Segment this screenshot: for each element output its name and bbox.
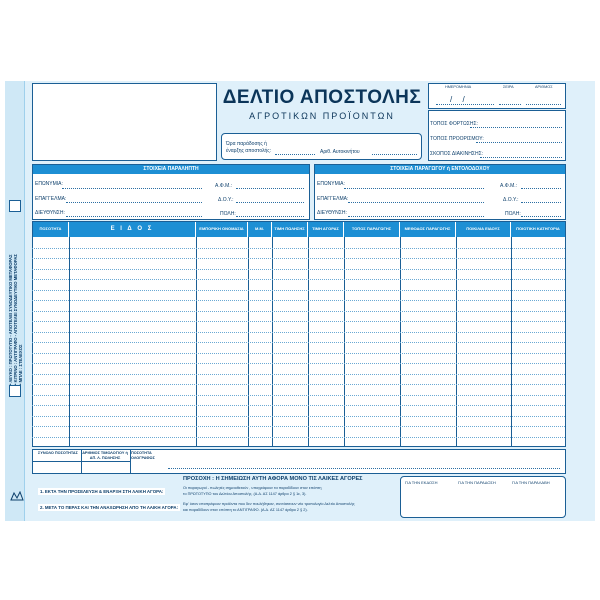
date-slashes: / / (450, 95, 469, 104)
instruction-step-1: 1. ΕΚΤΑ ΤΗΝ ΠΡΟΣΕΛΕΥΣΗ & ΕΝΑΡΞΗ ΣΤΗ ΛΑΙΚΗ ΑΓΟΡΑ: (40, 489, 164, 494)
dispatch-time-label: Ώρα παράδοσης ή (226, 141, 267, 147)
producer-address-label: ΔΙΕΥΘΥΝΣΗ: (317, 210, 347, 216)
totals-divider (130, 449, 131, 474)
number-line (526, 104, 561, 105)
qty-words-label: ΠΟΣΟΤΗΤΑ ΟΛΟΓΡΑΦΩΣ (131, 451, 155, 460)
instruction-text-1b: το ΠΡΩΤΟΤΥΠΟ του Δελτίου Αποστολής. (Α.Δ. ΑΣ 1147 άρθρο 2 § 1ε, 3). (183, 492, 307, 496)
col-production-method: ΜΕΘΟΔΟΣ ΠΑΡΑΓΩΓΗΣ (400, 222, 456, 237)
date-line (436, 104, 494, 105)
document-subtitle: ΑΓΡΟΤΙΚΩΝ ΠΡΟΪΟΝΤΩΝ (249, 111, 395, 121)
producer-city-label: ΠΟΛΗ: (505, 211, 521, 217)
date-label: ΗΜΕΡΟΜΗΝΙΑ (445, 85, 472, 89)
items-table (32, 221, 566, 447)
purpose-label: ΣΚΟΠΟΣ ΔΙΑΚΙΝΗΣΗΣ: (430, 151, 484, 157)
col-production-place: ΤΟΠΟΣ ΠΑΡΑΓΩΓΗΣ (344, 222, 400, 237)
instruction-text-2b: και παραδίδουν στον επόπτη το ΑΝΤΙΓΡΑΦΟ. (Α.Δ. ΑΣ 1147 άρθρο 2 § 2). (183, 508, 308, 512)
side-checkbox (9, 200, 21, 212)
copy-legend: • ΛΕΥΚΟ : ΠΡΩΤΟΤΥΠΟ - ΑΠΟΤΕΛΕΙ ΣΥΝΟΔΕΥΤΙΚΟ ΜΕΤΑΦΟΡΑΣ • ΚΙΤΡΙΝΟ : ΑΝΤΙΓΡΑΦΟ - ΑΠΟΤΕΛΕΙ ΣΥΝΟΔΕΥΤΙΚΟ ΜΕΤΑΦΟΡΑΣ • ΜΠΛΕ : ΣΤΕΛΕΧΟΣ (8, 254, 23, 385)
signature-issuer-label: ΓΙΑ ΤΗΝ ΕΚΔΟΣΗ (405, 480, 438, 485)
table-row (32, 311, 565, 312)
producer-header: ΣΤΟΙΧΕΙΑ ΠΑΡΑΓΩΓΟΥ ή ΕΝΤΟΛΟΔΟΧΟΥ (315, 165, 565, 174)
producer-profession-label: ΕΠΑΓΓΕΛΜΑ: (317, 196, 349, 202)
instruction-text-1a: Οι παραγωγοί - πωλητές σημειοθετούν , υπογράφουν τα παραδίδουν στον επόπτη (183, 486, 322, 490)
col-purchase-price: ΤΙΜΗ ΑΓΟΡΑΣ (308, 222, 344, 237)
totals-divider (81, 449, 82, 474)
loading-place-line (470, 127, 562, 128)
col-item: Ε Ι Δ Ο Σ (69, 222, 196, 237)
dispatch-start-label: έναρξης αποστολής: (226, 148, 272, 154)
table-row (32, 258, 565, 259)
logo-box (32, 83, 217, 161)
receiver-doy-label: Δ.Ο.Υ.: (218, 197, 234, 203)
producer-doy-line (521, 202, 561, 203)
receipt-number-label: ΑΡΙΘΜΟΣ ΤΙΜΟΛΟΓΙΟΥ ή ΑΠ. Λ. ΠΩΛΗΣΗΣ (82, 451, 128, 460)
table-row (32, 395, 565, 396)
receiver-city-line (236, 216, 304, 217)
receiver-doy-line (236, 202, 304, 203)
dispatch-time-line (275, 154, 315, 155)
number-label: ΑΡΙΘΜΟΣ (535, 85, 553, 89)
signature-delivery-label: ΓΙΑ ΤΗΝ ΠΑΡΑΔΟΣΗ (458, 480, 496, 485)
destination-line (476, 142, 562, 143)
instruction-text-2a: Εφ' όσον επιστρέφουν προϊόντα που δεν πουλήθηκαν, συντάσσουν νέο τροπολογίο Δελτίο Αποστολής (183, 502, 355, 506)
receiver-header: ΣΤΟΙΧΕΙΑ ΠΑΡΑΛΗΠΤΗ (33, 165, 309, 174)
table-row (32, 416, 565, 417)
table-row (32, 321, 565, 322)
receiver-address-label: ΔΙΕΥΘΥΝΣΗ: (35, 210, 65, 216)
col-trade-name: ΕΜΠΟΡΙΚΗ ΟΝΟΜΑΣΙΑ (196, 222, 248, 237)
col-variety: ΠΟΙΚΙΛΙΑ ΕΙΔΟΥΣ (456, 222, 511, 237)
receiver-afm-line (236, 188, 304, 189)
table-row (32, 426, 565, 427)
side-checkbox (9, 385, 21, 397)
qty-words-line (168, 468, 560, 469)
receiver-afm-label: Α.Φ.Μ.: (215, 183, 233, 189)
receiver-profession-label: ΕΠΑΓΓΕΛΜΑ: (35, 196, 67, 202)
col-quality: ΠΟΙΟΤΙΚΗ ΚΑΤΗΓΟΡΙΑ (511, 222, 565, 237)
receiver-profession-line (66, 202, 202, 203)
producer-profession-line (348, 202, 484, 203)
loading-place-label: ΤΟΠΟΣ ΦΟΡΤΩΣΗΣ: (430, 121, 478, 127)
signature-receiver-label: ΓΙΑ ΤΗΝ ΠΑΡΑΛΑΒΗ (512, 480, 550, 485)
table-row (32, 363, 565, 364)
table-row (32, 290, 565, 291)
table-row (32, 437, 565, 438)
purpose-line (480, 157, 562, 158)
receiver-name-line (62, 188, 202, 189)
table-row (32, 248, 565, 249)
table-row (32, 374, 565, 375)
notice-heading: ΠΡΟΣΟΧΗ : Η ΣΗΜΕΙΩΣΗ ΑΥΤΗ ΑΦΟΡΑ ΜΟΝΟ ΤΙΣ ΛΑΙΚΕΣ ΑΓΟΡΕΣ (183, 476, 363, 482)
table-row (32, 300, 565, 301)
col-quantity: ΠΟΣΟΤΗΤΑ (33, 222, 69, 237)
producer-doy-label: Δ.Ο.Υ.: (503, 197, 519, 203)
receiver-address-line (66, 216, 202, 217)
producer-address-line (348, 216, 484, 217)
vehicle-line (372, 154, 417, 155)
table-row (32, 269, 565, 270)
series-line (499, 104, 521, 105)
producer-name-label: ΕΠΩΝΥΜΙΑ: (317, 181, 345, 187)
producer-afm-line (521, 188, 561, 189)
table-row (32, 342, 565, 343)
table-row (32, 405, 565, 406)
table-row (32, 384, 565, 385)
col-unit: Μ.Μ. (248, 222, 272, 237)
series-label: ΣΕΙΡΑ (503, 85, 514, 89)
producer-afm-label: Α.Φ.Μ.: (500, 183, 518, 189)
document-title: ΔΕΛΤΙΟ ΑΠΟΣΤΟΛΗΣ (222, 87, 422, 108)
receiver-name-label: ΕΠΩΝΥΜΙΑ: (35, 181, 63, 187)
receiver-city-label: ΠΟΛΗ: (220, 211, 236, 217)
destination-label: ΤΟΠΟΣ ΠΡΟΟΡΙΣΜΟΥ: (430, 136, 484, 142)
publisher-logo-icon (10, 488, 24, 498)
instruction-step-2: 2. ΜΕΤΑ ΤΟ ΠΕΡΑΣ ΚΑΙ ΤΗΝ ΑΝΑΧΩΡΗΣΗ ΑΠΟ ΤΗ ΛΑΙΚΗ ΑΓΟΡΑ: (40, 505, 179, 510)
col-sale-price: ΤΙΜΗ ΠΩΛΗΣΗΣ (272, 222, 308, 237)
total-qty-label: ΣΥΝΟΛΟ ΠΟΣΟΤΗΤΑΣ (38, 451, 78, 455)
table-row (32, 332, 565, 333)
vehicle-label: Αριθ. Αυτοκινήτου (320, 149, 360, 155)
producer-city-line (521, 216, 561, 217)
table-row (32, 353, 565, 354)
table-row (32, 279, 565, 280)
producer-name-line (344, 188, 484, 189)
